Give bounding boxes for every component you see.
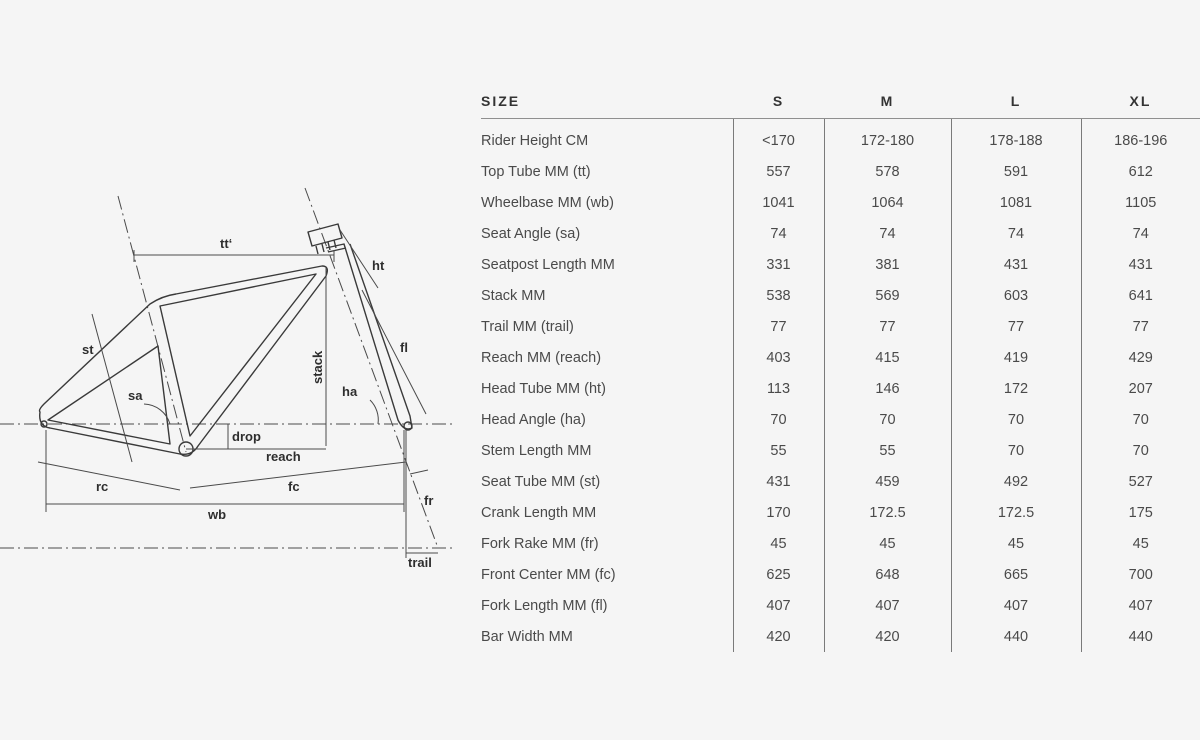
- cell-l: 591: [951, 156, 1081, 187]
- cell-xl: 429: [1081, 342, 1200, 373]
- cell-m: 381: [824, 249, 951, 280]
- cell-xl: 612: [1081, 156, 1200, 187]
- table-row: [481, 280, 1200, 311]
- cell-l: 1081: [951, 187, 1081, 218]
- cell-l: 603: [951, 280, 1081, 311]
- row-label: Wheelbase MM (wb): [481, 194, 614, 211]
- cell-l: 70: [951, 404, 1081, 435]
- cell-m: 77: [824, 311, 951, 342]
- row-label: Head Angle (ha): [481, 411, 586, 428]
- row-label: Fork Length MM (fl): [481, 597, 608, 614]
- table-header-row: [481, 84, 1200, 119]
- cell-s: 431: [733, 466, 824, 497]
- row-label: Trail MM (trail): [481, 318, 574, 335]
- label-trail: trail: [408, 555, 432, 570]
- cell-xl: 641: [1081, 280, 1200, 311]
- cell-l: 665: [951, 559, 1081, 590]
- cell-s: 420: [733, 621, 824, 652]
- row-label: Head Tube MM (ht): [481, 380, 606, 397]
- table-row: [481, 497, 1200, 528]
- table-row: [481, 187, 1200, 218]
- cell-l: 431: [951, 249, 1081, 280]
- row-label: Stack MM: [481, 287, 546, 304]
- cell-xl: 70: [1081, 435, 1200, 466]
- row-label: Reach MM (reach): [481, 349, 602, 366]
- table-row: [481, 156, 1200, 187]
- cell-l: 492: [951, 466, 1081, 497]
- geometry-table: [481, 84, 1200, 652]
- label-ha: ha: [342, 384, 358, 399]
- label-tt: tt‘: [220, 236, 233, 251]
- cell-m: 415: [824, 342, 951, 373]
- cell-s: 74: [733, 218, 824, 249]
- label-reach: reach: [266, 449, 301, 464]
- label-wb: wb: [208, 507, 227, 522]
- header-size-xl: XL: [1081, 84, 1200, 119]
- cell-m: 1064: [824, 187, 951, 218]
- fl-dimension: [362, 290, 426, 414]
- table-row: [481, 590, 1200, 621]
- cell-m: 74: [824, 218, 951, 249]
- cell-l: 178-188: [951, 119, 1081, 157]
- cell-xl: 440: [1081, 621, 1200, 652]
- table-row: [481, 621, 1200, 652]
- cell-s: 45: [733, 528, 824, 559]
- cell-m: 648: [824, 559, 951, 590]
- table-row: [481, 404, 1200, 435]
- cell-m: 70: [824, 404, 951, 435]
- table-row: [481, 342, 1200, 373]
- row-label: Crank Length MM: [481, 504, 597, 521]
- cell-xl: 1105: [1081, 187, 1200, 218]
- table-row: [481, 249, 1200, 280]
- cell-s: 331: [733, 249, 824, 280]
- cell-xl: 74: [1081, 218, 1200, 249]
- cell-xl: 527: [1081, 466, 1200, 497]
- cell-s: 113: [733, 373, 824, 404]
- frame-outline: [40, 224, 413, 456]
- cell-l: 45: [951, 528, 1081, 559]
- cell-l: 172.5: [951, 497, 1081, 528]
- cell-s: 55: [733, 435, 824, 466]
- cell-m: 45: [824, 528, 951, 559]
- cell-xl: 77: [1081, 311, 1200, 342]
- table-row: [481, 435, 1200, 466]
- table-row: [481, 218, 1200, 249]
- row-label: Bar Width MM: [481, 628, 573, 645]
- label-fr: fr: [424, 493, 434, 508]
- label-drop: drop: [232, 429, 261, 444]
- cell-l: 440: [951, 621, 1081, 652]
- cell-xl: 407: [1081, 590, 1200, 621]
- cell-l: 74: [951, 218, 1081, 249]
- table-row: [481, 528, 1200, 559]
- cell-xl: 175: [1081, 497, 1200, 528]
- cell-s: 538: [733, 280, 824, 311]
- label-fl: fl: [400, 340, 408, 355]
- cell-m: 578: [824, 156, 951, 187]
- header-size-l: L: [951, 84, 1081, 119]
- cell-s: 407: [733, 590, 824, 621]
- cell-l: 419: [951, 342, 1081, 373]
- cell-l: 70: [951, 435, 1081, 466]
- cell-s: 70: [733, 404, 824, 435]
- cell-xl: 70: [1081, 404, 1200, 435]
- header-size: SIZE: [481, 84, 733, 119]
- cell-l: 172: [951, 373, 1081, 404]
- table-row: [481, 119, 1200, 157]
- cell-xl: 431: [1081, 249, 1200, 280]
- cell-m: 459: [824, 466, 951, 497]
- cell-xl: 45: [1081, 528, 1200, 559]
- label-rc: rc: [96, 479, 109, 494]
- cell-s: 170: [733, 497, 824, 528]
- row-label: Fork Rake MM (fr): [481, 535, 599, 552]
- cell-m: 172.5: [824, 497, 951, 528]
- cell-s: 403: [733, 342, 824, 373]
- cell-s: 557: [733, 156, 824, 187]
- label-sa: sa: [128, 388, 143, 403]
- cell-s: 1041: [733, 187, 824, 218]
- fr-dimension: [410, 470, 428, 474]
- row-label: Stem Length MM: [481, 442, 592, 459]
- cell-xl: 186-196: [1081, 119, 1200, 157]
- cell-m: 146: [824, 373, 951, 404]
- label-fc: fc: [288, 479, 300, 494]
- cell-l: 77: [951, 311, 1081, 342]
- cell-m: 569: [824, 280, 951, 311]
- cell-xl: 207: [1081, 373, 1200, 404]
- table-row: [481, 311, 1200, 342]
- rc-dimension: [38, 462, 180, 490]
- cell-s: 77: [733, 311, 824, 342]
- row-label: Top Tube MM (tt): [481, 163, 591, 180]
- cell-m: 420: [824, 621, 951, 652]
- row-label: Seat Tube MM (st): [481, 473, 601, 490]
- label-stack: stack: [310, 350, 325, 384]
- table-row: [481, 559, 1200, 590]
- label-st: st: [82, 342, 94, 357]
- header-size-m: M: [824, 84, 951, 119]
- ha-arc: [370, 400, 378, 424]
- row-label: Seatpost Length MM: [481, 256, 615, 273]
- cell-m: 172-180: [824, 119, 951, 157]
- header-size-s: S: [733, 84, 824, 119]
- label-ht: ht: [372, 258, 385, 273]
- cell-l: 407: [951, 590, 1081, 621]
- row-label: Front Center MM (fc): [481, 566, 616, 583]
- row-label: Rider Height CM: [481, 132, 589, 149]
- table-row: [481, 373, 1200, 404]
- cell-xl: 700: [1081, 559, 1200, 590]
- table-row: [481, 466, 1200, 497]
- row-label: Seat Angle (sa): [481, 225, 581, 242]
- cell-s: 625: [733, 559, 824, 590]
- cell-m: 55: [824, 435, 951, 466]
- bike-geometry-diagram: [0, 0, 470, 740]
- cell-m: 407: [824, 590, 951, 621]
- cell-s: <170: [733, 119, 824, 157]
